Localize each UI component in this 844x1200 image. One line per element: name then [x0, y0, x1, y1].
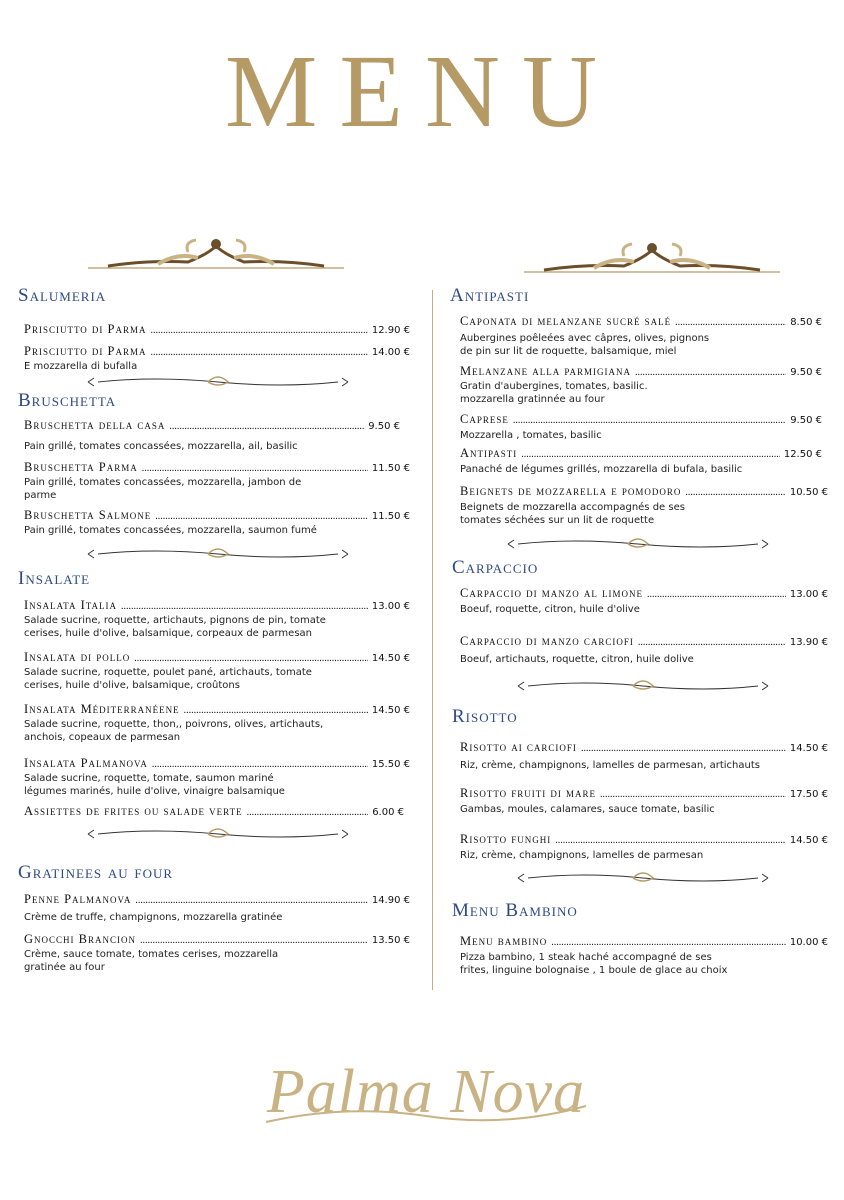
item-name: Risotto funghi: [460, 832, 552, 846]
item-description: Crème, sauce tomate, tomates cerises, mozzarella gratinée au four: [24, 949, 279, 973]
menu-item: [460, 484, 828, 527]
item-name: Penne Palmanova: [24, 892, 132, 906]
menu-item: [460, 832, 828, 862]
item-name: Antipasti: [460, 446, 518, 460]
item-description: Salade sucrine, roquette, tomate, saumon mariné légumes marinés, huile d'olive, vinaigre balsamique: [24, 773, 285, 797]
menu-item: [460, 412, 822, 442]
menu-item: [460, 786, 828, 816]
item-description: Pain grillé, tomates concassées, mozzarella, ail, basilic: [24, 441, 298, 452]
item-name: Melanzane alla parmigiana: [460, 364, 632, 378]
menu-item: [460, 364, 822, 406]
menu-item: [460, 634, 828, 666]
item-name: Risotto ai carciofi: [460, 740, 577, 754]
item-name: Caponata di melanzane sucré salé: [460, 314, 672, 328]
item-name: Insalata Palmanova: [24, 756, 148, 770]
top-left-ornament: [88, 232, 344, 274]
menu-item: [24, 344, 410, 373]
menu-item: [24, 508, 410, 537]
item-price: 14.50 €: [371, 653, 410, 664]
item-name: Insalata di pollo: [24, 650, 131, 664]
item-description: Aubergines poêleées avec câpres, olives, pignons de pin sur lit de roquette, balsamique, miel: [460, 333, 710, 357]
menu-item: [24, 892, 410, 924]
svg-text:Palma Nova: Palma Nova: [266, 1058, 586, 1126]
flourish-divider: [514, 870, 772, 886]
item-name: Beignets de mozzarella e pomodoro: [460, 484, 682, 498]
item-description: Pizza bambino, 1 steak haché accompagné de ses frites, linguine bolognaise , 1 boule de glace au choix: [460, 952, 728, 976]
section-title-salumeria: Salumeria: [18, 285, 107, 306]
item-price: 11.50 €: [371, 511, 410, 522]
item-price: 11.50 €: [371, 463, 410, 474]
item-description: E mozzarella di bufalla: [24, 361, 138, 372]
item-price: 15.50 €: [371, 759, 410, 770]
menu-item: [24, 460, 410, 502]
menu-item: [24, 322, 410, 337]
item-price: 9.50 €: [790, 415, 822, 426]
menu-item: [460, 446, 822, 476]
flourish-divider: [84, 546, 352, 562]
item-description: Beignets de mozzarella accompagnés de ses tomates séchées sur un lit de roquette: [460, 502, 685, 526]
item-description: Crème de truffe, champignons, mozzarella gratinée: [24, 912, 283, 923]
item-description: Boeuf, artichauts, roquette, citron, huile dolive: [460, 654, 694, 665]
menu-item: [460, 934, 828, 977]
item-price: 9.50 €: [790, 367, 822, 378]
flourish-divider: [514, 678, 772, 694]
item-name: Bruschetta Parma: [24, 460, 138, 474]
section-title-menu-bambino: Menu Bambino: [452, 900, 578, 921]
column-divider: [432, 290, 433, 990]
item-price: 6.00 €: [372, 807, 404, 818]
top-right-ornament: [524, 236, 780, 278]
menu-item: [24, 418, 400, 453]
section-title-gratinees: Gratinees au four: [18, 862, 174, 883]
item-price: 13.50 €: [371, 935, 410, 946]
item-price: 17.50 €: [789, 789, 828, 800]
item-price: 14.50 €: [789, 743, 828, 754]
item-description: Salade sucrine, roquette, thon,, poivrons, olives, artichauts, anchois, copeaux de parmesan: [24, 719, 324, 743]
item-price: 12.50 €: [783, 449, 822, 460]
item-price: 12.90 €: [371, 325, 410, 336]
flourish-divider: [84, 374, 352, 390]
item-description: Riz, crème, champignons, lamelles de parmesan, artichauts: [460, 760, 760, 771]
item-name: Gnocchi Brancion: [24, 932, 136, 946]
item-description: Salade sucrine, roquette, artichauts, pignons de pin, tomate cerises, huile d'olive, balsamique, corpeaux de parmesan: [24, 615, 326, 639]
item-name: Assiettes de frites ou salade verte: [24, 804, 243, 818]
flourish-divider: [84, 826, 352, 842]
item-name: Bruschetta Salmone: [24, 508, 152, 522]
menu-item: [460, 586, 828, 616]
item-price: 13.00 €: [789, 589, 828, 600]
item-price: 14.90 €: [371, 895, 410, 906]
item-description: Boeuf, roquette, citron, huile d'olive: [460, 604, 640, 615]
section-title-bruschetta: Bruschetta: [18, 390, 117, 411]
section-title-carpaccio: Carpaccio: [452, 557, 539, 578]
item-name: Insalata Méditerranéene: [24, 702, 180, 716]
item-description: Pain grillé, tomates concassées, mozzarella, jambon de parme: [24, 477, 302, 501]
item-description: Gambas, moules, calamares, sauce tomate, basilic: [460, 804, 715, 815]
menu-item: [24, 756, 410, 798]
item-price: 10.50 €: [789, 487, 828, 498]
item-name: Carpaccio di manzo al limone: [460, 586, 644, 600]
section-title-antipasti: Antipasti: [450, 285, 530, 306]
menu-item: [460, 314, 822, 358]
item-name: Insalata Italia: [24, 598, 118, 612]
menu-title: MENU: [224, 34, 620, 149]
item-name: Caprese: [460, 412, 509, 426]
item-name: Prisciutto di Parma: [24, 344, 147, 358]
item-price: 10.00 €: [789, 937, 828, 948]
item-description: Panaché de légumes grillés, mozzarella di bufala, basilic: [460, 464, 743, 475]
menu-item: [460, 740, 828, 772]
flourish-divider: [504, 536, 772, 552]
section-title-risotto: Risotto: [452, 706, 518, 727]
item-price: 9.50 €: [368, 421, 400, 432]
menu-item: [24, 650, 410, 692]
item-price: 14.50 €: [371, 705, 410, 716]
item-name: Menu bambino: [460, 934, 548, 948]
item-description: Riz, crème, champignons, lamelles de parmesan: [460, 850, 704, 861]
item-description: Salade sucrine, roquette, poulet pané, artichauts, tomate cerises, huile d'olive, balsamique, croûtons: [24, 667, 312, 691]
item-name: Carpaccio di manzo carciofi: [460, 634, 634, 648]
item-name: Bruschetta della casa: [24, 418, 166, 432]
item-description: Gratin d'aubergines, tomates, basilic. mozzarella gratinnée au four: [460, 381, 648, 405]
item-price: 13.90 €: [789, 637, 828, 648]
item-description: Mozzarella , tomates, basilic: [460, 430, 602, 441]
palma-nova-logo: [246, 1046, 606, 1142]
section-title-insalate: Insalate: [18, 568, 91, 589]
menu-item: [24, 702, 410, 744]
item-name: Prisciutto di Parma: [24, 322, 147, 336]
item-description: Pain grillé, tomates concassées, mozzarella, saumon fumé: [24, 525, 317, 536]
menu-item: [24, 804, 404, 819]
item-price: 13.00 €: [371, 601, 410, 612]
menu-item: [24, 598, 410, 640]
item-price: 14.50 €: [789, 835, 828, 846]
item-price: 8.50 €: [790, 317, 822, 328]
item-price: 14.00 €: [371, 347, 410, 358]
item-name: Risotto fruiti di mare: [460, 786, 597, 800]
menu-item: [24, 932, 410, 974]
